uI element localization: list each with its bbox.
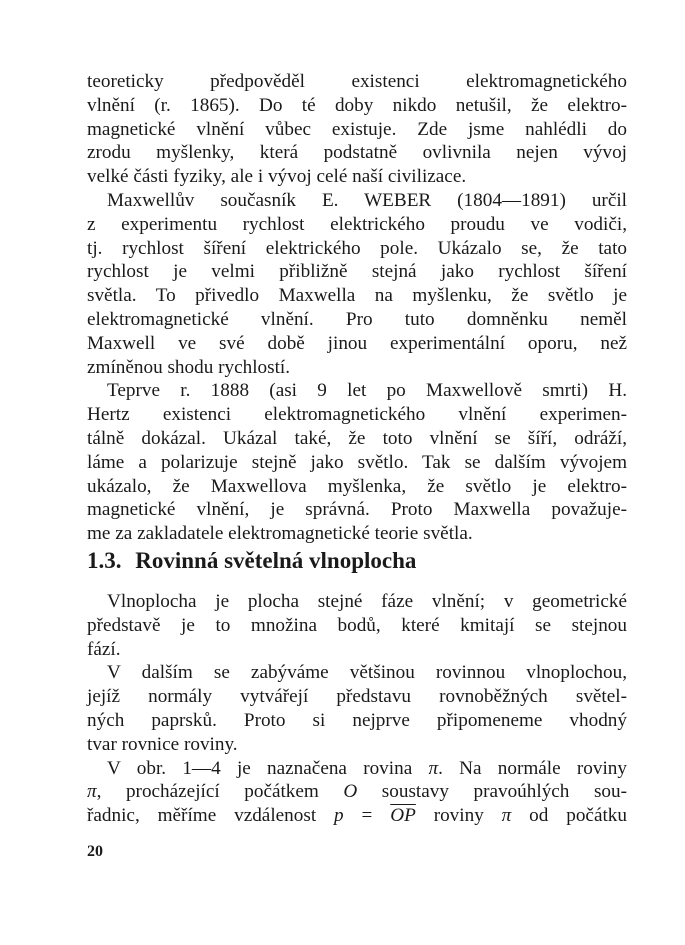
paragraph bbox=[87, 189, 627, 379]
text-line: rychlost je velmi přibližně stejná jako rychlost šíření bbox=[87, 261, 627, 283]
paragraph bbox=[87, 590, 627, 661]
text-line: π, procházející počátkem O soustavy pravoúhlých sou- bbox=[87, 781, 627, 803]
text-line: Teprve r. 1888 (asi 9 let po Maxwellově smrti) H. bbox=[107, 380, 627, 402]
text-line: tvar rovnice roviny. bbox=[87, 733, 238, 755]
text-line: Maxwell ve své době jinou experimentální oporu, než bbox=[87, 332, 627, 354]
text-line: magnetické vlnění vůbec existuje. Zde jsme nahlédli do bbox=[87, 118, 627, 140]
text-line: z experimentu rychlost elektrického proudu ve vodiči, bbox=[87, 213, 627, 235]
text-line: zmíněnou shodu rychlostí. bbox=[87, 356, 291, 378]
text-line: ukázalo, že Maxwellova myšlenka, že světlo je elektro- bbox=[87, 475, 627, 497]
text-line: vlnění (r. 1865). Do té doby nikdo netušil, že elektro- bbox=[87, 94, 627, 116]
text-line: Hertz existenci elektromagnetického vlnění experimen- bbox=[87, 404, 627, 426]
text-line: elektromagnetické vlnění. Pro tuto domněnku neměl bbox=[87, 308, 627, 330]
text-line: tálně dokázal. Ukázal také, že toto vlnění se šíří, odráží, bbox=[87, 427, 627, 449]
paragraph bbox=[87, 661, 627, 756]
math-pi: π bbox=[428, 757, 439, 779]
paragraph bbox=[87, 70, 627, 189]
page-number: 20 bbox=[87, 843, 103, 860]
text-line: láme a polarizuje stejně jako světlo. Tak se dalším vývojem bbox=[87, 451, 627, 473]
text-line: V dalším se zabýváme většinou rovinnou vlnoplochou, bbox=[107, 662, 627, 684]
text-line: Maxwellův současník E. WEBER (1804—1891) určil bbox=[107, 189, 627, 211]
math-p: p bbox=[334, 805, 344, 827]
text-line: magnetické vlnění, je správná. Proto Maxwella považuje- bbox=[87, 499, 627, 521]
text-line: me za zakladatele elektromagnetické teorie světla. bbox=[87, 523, 473, 545]
section-number: 1.3. bbox=[87, 548, 122, 573]
text-line: jejíž normály vytvářejí představu rovnoběžných světel- bbox=[87, 686, 627, 708]
math-OP: $\overline{OP}$ bbox=[390, 805, 416, 827]
paragraph bbox=[87, 379, 627, 546]
section-2-text bbox=[87, 590, 627, 828]
text-line: ných paprsků. Proto si nejprve připomeneme vhodný bbox=[87, 709, 627, 731]
text-line: Vlnoplocha je plocha stejné fáze vlnění; v geometrické bbox=[107, 591, 627, 612]
text-line: teoreticky předpověděl existenci elektromagnetického bbox=[87, 71, 627, 92]
section-heading bbox=[87, 548, 416, 574]
math-pi: π bbox=[501, 805, 512, 827]
text-line: světla. To přivedlo Maxwella na myšlenku, že světlo je bbox=[87, 285, 627, 307]
text-line: V obr. 1—4 je naznačena rovina π. Na normále roviny bbox=[107, 757, 627, 779]
section-title: Rovinná světelná vlnoplocha bbox=[135, 548, 417, 573]
text-line: zrodu myšlenky, která podstatně ovlivnila nejen vývoj bbox=[87, 142, 627, 164]
section-1-text bbox=[87, 70, 627, 546]
text-line: fází. bbox=[87, 638, 121, 660]
text-line: tj. rychlost šíření elektrického pole. Ukázalo se, že tato bbox=[87, 237, 627, 259]
math-origin: O bbox=[343, 781, 358, 803]
text-line: velké části fyziky, ale i vývoj celé naší civilizace. bbox=[87, 166, 467, 188]
text-line: představě je to množina bodů, které kmitají se stejnou bbox=[87, 614, 627, 636]
math-pi: π bbox=[87, 781, 97, 803]
text-line: řadnic, měříme vzdálenost $p = \overline{OP}$ roviny π od počátku bbox=[87, 805, 627, 827]
paragraph bbox=[87, 757, 627, 828]
